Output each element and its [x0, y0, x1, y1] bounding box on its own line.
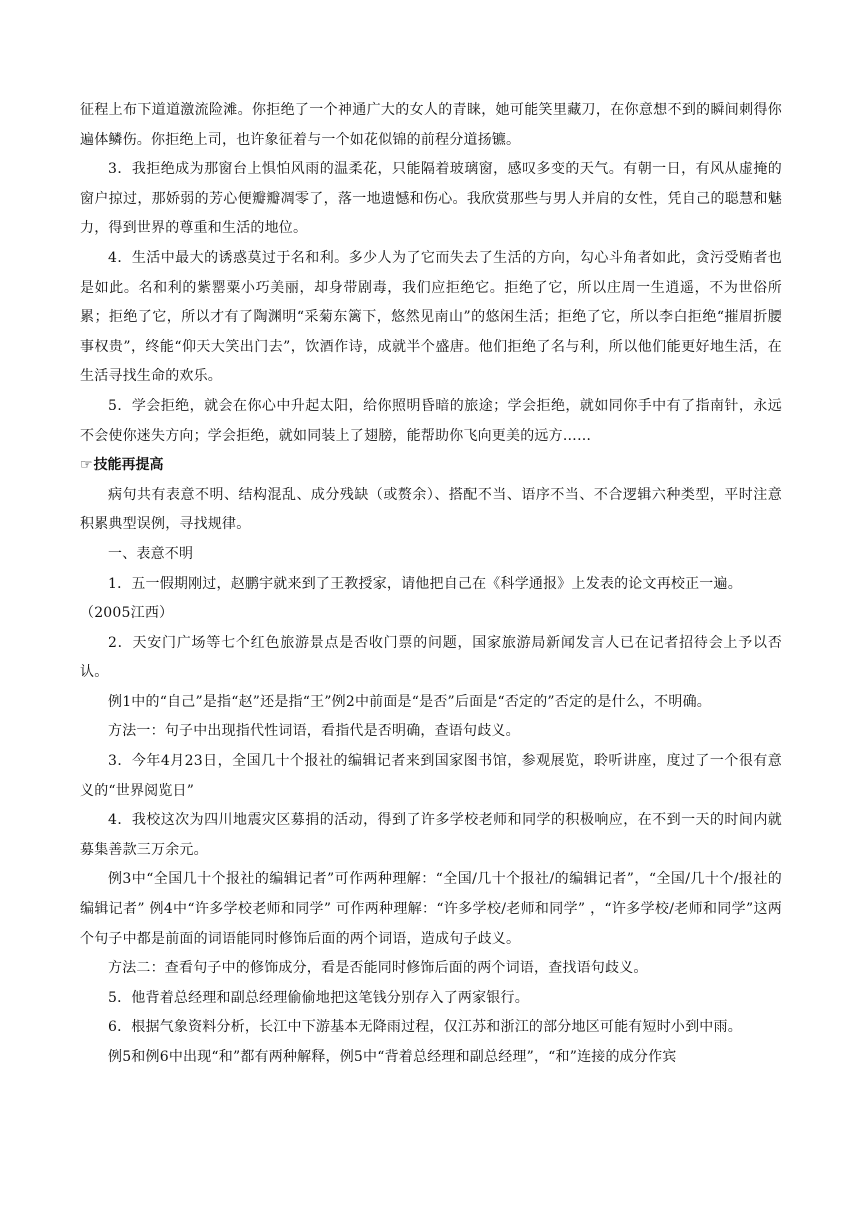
paragraph-item-5: 5．学会拒绝，就会在你心中升起太阳，给你照明昏暗的旅途；学会拒绝，就如同你手中有了指南针，永远不会使你迷失方向；学会拒绝，就如同装上了翅膀，能帮助你飞向更美的远方……: [80, 397, 782, 444]
paragraph-continuation: 征程上布下道道激流险滩。你拒绝了一个神通广大的女人的青睐，她可能笑里藏刀，在你意想不到的瞬间刺得你遍体鳞伤。你拒绝上司，也许象征着与一个如花似锦的前程分道扬镳。: [80, 102, 782, 148]
pointing-hand-icon: ☞: [80, 457, 93, 474]
example-sentence-2: 2．天安门广场等七个红色旅游景点是否收门票的问题，国家旅游局新闻发言人已在记者招待会上予以否认。: [80, 634, 782, 681]
intro-paragraph: 病句共有表意不明、结构混乱、成分残缺（或赘余）、搭配不当、语序不当、不合逻辑六种类型，平时注意积累典型误例，寻找规律。: [80, 486, 782, 533]
analysis-paragraph: 例1中的“自己”是指“赵”还是指“王”例2中前面是“是否”后面是“否定的”否定的是什么，不明确。: [108, 693, 711, 710]
example-sentence-3: 3．今年4月23日，全国几十个报社的编辑记者来到国家图书馆，参观展览，聆听讲座，度过了一个很有意义的“世界阅览日”: [80, 753, 782, 799]
example-sentence-1: 1．五一假期刚过，赵鹏宇就来到了王教授家，请他把自己在《科学通报》上发表的论文再校正一遍。: [108, 575, 742, 592]
section-heading: [80, 451, 782, 481]
paragraph-item-4: 4．生活中最大的诱惑莫过于名和利。多少人为了它而失去了生活的方向，勾心斗角者如此，贪污受贿者也是如此。名和利的紫罂粟小巧美丽，却身带剧毒，我们应拒绝它。拒绝了它，所以庄周一生逍遥，不为世俗所累；拒绝了它，所以才有了陶渊明“采菊东篱下，悠然见南山”的悠闲生活；拒绝了它，所以李白拒绝“摧眉折腰事权贵”，终能“仰天大笑出门去”，饮酒作诗，成就半个盛唐。他们拒绝了名与利，所以他们能更好地生活，在生活寻找生命的欢乐。: [80, 249, 782, 385]
example-sentence-4: 4．我校这次为四川地震灾区募捐的活动，得到了许多学校老师和同学的积极响应，在不到一天的时间内就募集善款三万余元。: [80, 812, 782, 858]
paragraph-item-3: 3．我拒绝成为那窗台上惧怕风雨的温柔花，只能隔着玻璃窗，感叹多变的天气。有朝一日，有风从虚掩的窗户掠过，那娇弱的芳心便瓣瓣凋零了，落一地遗憾和伤心。我欣赏那些与男人并肩的女性，凭自己的聪慧和魅力，得到世界的尊重和生活的地位。: [80, 161, 782, 237]
method-paragraph: 方法一：句子中出现指代性词语，看指代是否明确，查语句歧义。: [108, 723, 520, 740]
example-sentence-6: 6．根据气象资料分析，长江中下游基本无降雨过程，仅江苏和浙江的部分地区可能有短时小到中雨。: [108, 1019, 742, 1036]
section-title: 技能再提高: [93, 457, 164, 474]
document-body: [80, 96, 782, 1073]
method-paragraph: 方法二：查看句子中的修饰成分，看是否能同时修饰后面的两个词语，查找语句歧义。: [108, 960, 648, 977]
example-source: （2005江西）: [80, 605, 174, 622]
analysis-paragraph: 例3中“全国几十个报社的编辑记者”可作两种理解：“全国/几十个报社/的编辑记者”，“全国/几十个/报社的编辑记者” 例4中“许多学校老师和同学” 可作两种理解：“许多学校/老师和同学” ，“许多学校/老师和同学”这两个句子中都是前面的词语能同时修饰后面的两个词语，造成句子歧义。: [80, 871, 782, 947]
subsection-heading: 一、表意不明: [108, 545, 194, 562]
example-sentence-5: 5．他背着总经理和副总经理偷偷地把这笔钱分别存入了两家银行。: [108, 989, 529, 1006]
analysis-paragraph: 例5和例6中出现“和”都有两种解释，例5中“背着总经理和副总经理”，“和”连接的成分作宾: [108, 1049, 677, 1065]
